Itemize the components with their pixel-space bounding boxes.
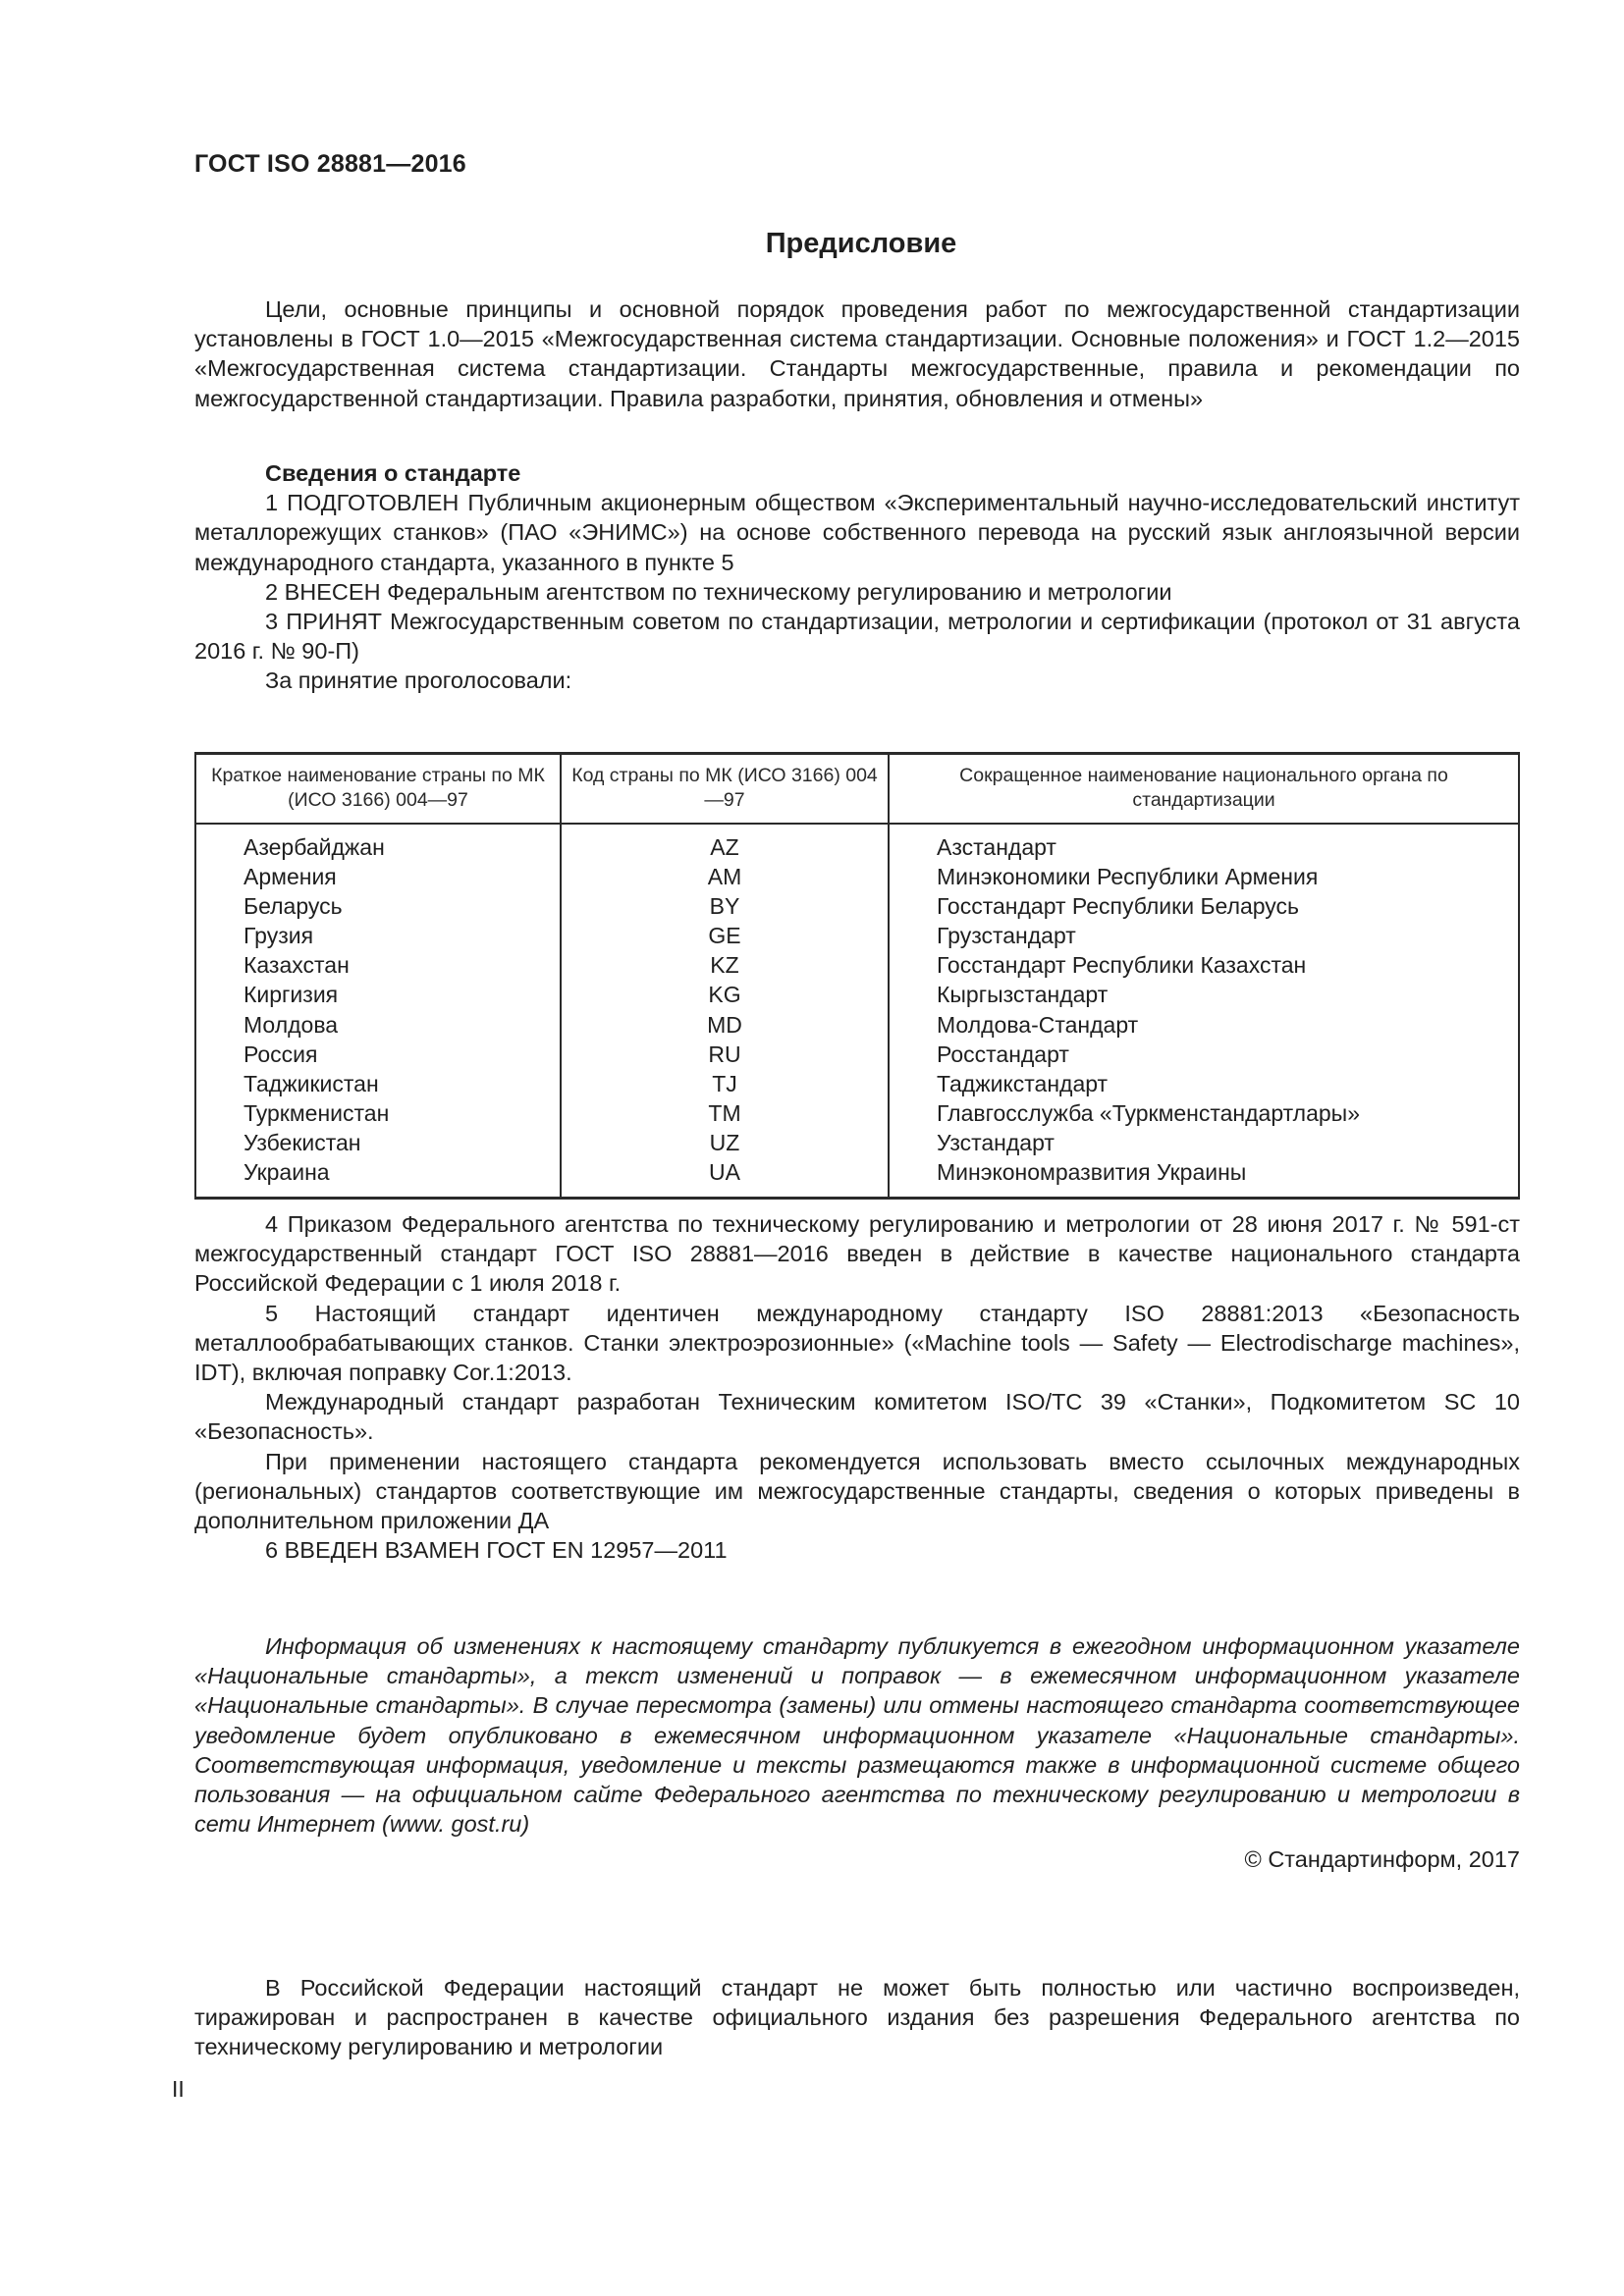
table-row xyxy=(195,1069,1519,1098)
document-id: ГОСТ ISO 28881—2016 xyxy=(194,150,466,178)
standards-body: Госстандарт Республики Беларусь xyxy=(889,891,1519,921)
standards-body: Узстандарт xyxy=(889,1128,1519,1157)
standards-body: Кыргызстандарт xyxy=(889,980,1519,1009)
restriction-section xyxy=(194,1973,1520,2062)
page-title: Предисловие xyxy=(765,228,957,259)
country-code: AM xyxy=(561,862,889,891)
country-name: Таджикистан xyxy=(195,1069,561,1098)
table-row xyxy=(195,1128,1519,1157)
voted-label: За принятие проголосовали: xyxy=(265,667,572,694)
standard-info-section xyxy=(194,458,1520,696)
intro-section xyxy=(194,294,1520,413)
info-item-1: 1 ПОДГОТОВЛЕН Публичным акционерным обществом «Экспериментальный научно-исследовательский институт металлорежущих станков» (ПАО «ЭНИМС») на основе собственного перевода на русский язык англоязычной версии международного стандарта, указанного в пункте 5 xyxy=(194,490,1520,575)
adoption-section xyxy=(194,1209,1520,1565)
country-code: TM xyxy=(561,1098,889,1128)
standard-info-heading: Сведения о стандарте xyxy=(265,460,521,486)
table-row xyxy=(195,824,1519,862)
standards-body: Азстандарт xyxy=(889,824,1519,862)
country-name: Казахстан xyxy=(195,950,561,980)
country-code: KG xyxy=(561,980,889,1009)
table-row xyxy=(195,1157,1519,1199)
column-header-body: Сокращенное наименование национального органа по стандартизации xyxy=(889,754,1519,825)
country-name: Узбекистан xyxy=(195,1128,561,1157)
standards-body: Росстандарт xyxy=(889,1040,1519,1069)
table-row xyxy=(195,980,1519,1009)
country-code: KZ xyxy=(561,950,889,980)
usage-paragraph: При применении настоящего стандарта рекомендуется использовать вместо ссылочных международных (региональных) стандартов соответствующие им межгосударственные стандарты, сведения о которых приведены в дополнительном приложении ДА xyxy=(194,1448,1520,1534)
standards-body: Грузстандарт xyxy=(889,921,1519,950)
country-name: Азербайджан xyxy=(195,824,561,862)
change-notice-paragraph: Информация об изменениях к настоящему стандарту публикуется в ежегодном информационном указателе «Национальные стандарты», а текст изменений и поправок — в ежемесячном информационном указателе «Национальные стандарты». В случае пересмотра (замены) или отмены настоящего стандарта соответствующее уведомление будет опубликовано в ежемесячном информационном указателе «Национальные стандарты». Соответствующая информация, уведомление и тексты размещаются также в информационной системе общего пользования — на официальном сайте Федерального агентства по техническому регулированию и метрологии в сети Интернет (www. gost.ru) xyxy=(194,1633,1520,1838)
info-item-5: 5 Настоящий стандарт идентичен международному стандарту ISO 28881:2013 «Безопасность металлообрабатывающих станков. Станки электроэрозионные» («Machine tools — Safety — Electrodischarge machines», IDT), включая поправку Cor.1:2013. xyxy=(194,1300,1520,1386)
country-name: Туркменистан xyxy=(195,1098,561,1128)
country-code: RU xyxy=(561,1040,889,1069)
country-name: Грузия xyxy=(195,921,561,950)
standards-body: Молдова-Стандарт xyxy=(889,1010,1519,1040)
table-row xyxy=(195,862,1519,891)
table-row xyxy=(195,921,1519,950)
country-code: MD xyxy=(561,1010,889,1040)
country-code: AZ xyxy=(561,824,889,862)
table-row xyxy=(195,1098,1519,1128)
standards-body: Минэкономики Республики Армения xyxy=(889,862,1519,891)
standards-body: Госстандарт Республики Казахстан xyxy=(889,950,1519,980)
country-code: GE xyxy=(561,921,889,950)
standards-body: Главгосслужба «Туркменстандартлары» xyxy=(889,1098,1519,1128)
info-item-6: 6 ВВЕДЕН ВЗАМЕН ГОСТ EN 12957—2011 xyxy=(265,1537,728,1564)
country-name: Молдова xyxy=(195,1010,561,1040)
committee-paragraph: Международный стандарт разработан Техническим комитетом ISO/TC 39 «Станки», Подкомитетом SC 10 «Безопасность». xyxy=(194,1389,1520,1445)
country-name: Армения xyxy=(195,862,561,891)
country-code: UA xyxy=(561,1157,889,1199)
voting-countries-table xyxy=(194,752,1520,1200)
table-header-row xyxy=(195,754,1519,825)
intro-paragraph: Цели, основные принципы и основной порядок проведения работ по межгосударственной стандартизации установлены в ГОСТ 1.0—2015 «Межгосударственная система стандартизации. Основные положения» и ГОСТ 1.2—2015 «Межгосударственная система стандартизации. Стандарты межгосударственные, правила и рекомендации по межгосударственной стандартизации. Правила разработки, принятия, обновления и отмены» xyxy=(194,296,1520,411)
change-notice-section xyxy=(194,1631,1520,1875)
country-code: BY xyxy=(561,891,889,921)
column-header-code: Код страны по МК (ИСО 3166) 004—97 xyxy=(561,754,889,825)
country-code: UZ xyxy=(561,1128,889,1157)
country-name: Украина xyxy=(195,1157,561,1199)
table-row xyxy=(195,891,1519,921)
info-item-2: 2 ВНЕСЕН Федеральным агентством по техническому регулированию и метрологии xyxy=(265,578,1172,605)
country-name: Киргизия xyxy=(195,980,561,1009)
info-item-3: 3 ПРИНЯТ Межгосударственным советом по стандартизации, метрологии и сертификации (протокол от 31 августа 2016 г. № 90-П) xyxy=(194,609,1520,665)
country-name: Россия xyxy=(195,1040,561,1069)
page-number: II xyxy=(172,2076,185,2102)
table-row xyxy=(195,950,1519,980)
standards-body: Минэкономразвития Украины xyxy=(889,1157,1519,1199)
copyright-line: © Стандартинформ, 2017 xyxy=(1244,1846,1520,1873)
table-row xyxy=(195,1010,1519,1040)
country-code: TJ xyxy=(561,1069,889,1098)
country-name: Беларусь xyxy=(195,891,561,921)
table-row xyxy=(195,1040,1519,1069)
restriction-paragraph: В Российской Федерации настоящий стандарт не может быть полностью или частично воспроизведен, тиражирован и распространен в качестве официального издания без разрешения Федерального агентства по техническому регулированию и метрологии xyxy=(194,1975,1520,2060)
standards-body: Таджикстандарт xyxy=(889,1069,1519,1098)
column-header-country: Краткое наименование страны по МК (ИСО 3166) 004—97 xyxy=(195,754,561,825)
info-item-4: 4 Приказом Федерального агентства по техническому регулированию и метрологии от 28 июня 2017 г. № 591-ст межгосударственный стандарт ГОСТ ISO 28881—2016 введен в действие в качестве национального стандарта Российской Федерации с 1 июля 2018 г. xyxy=(194,1211,1520,1297)
